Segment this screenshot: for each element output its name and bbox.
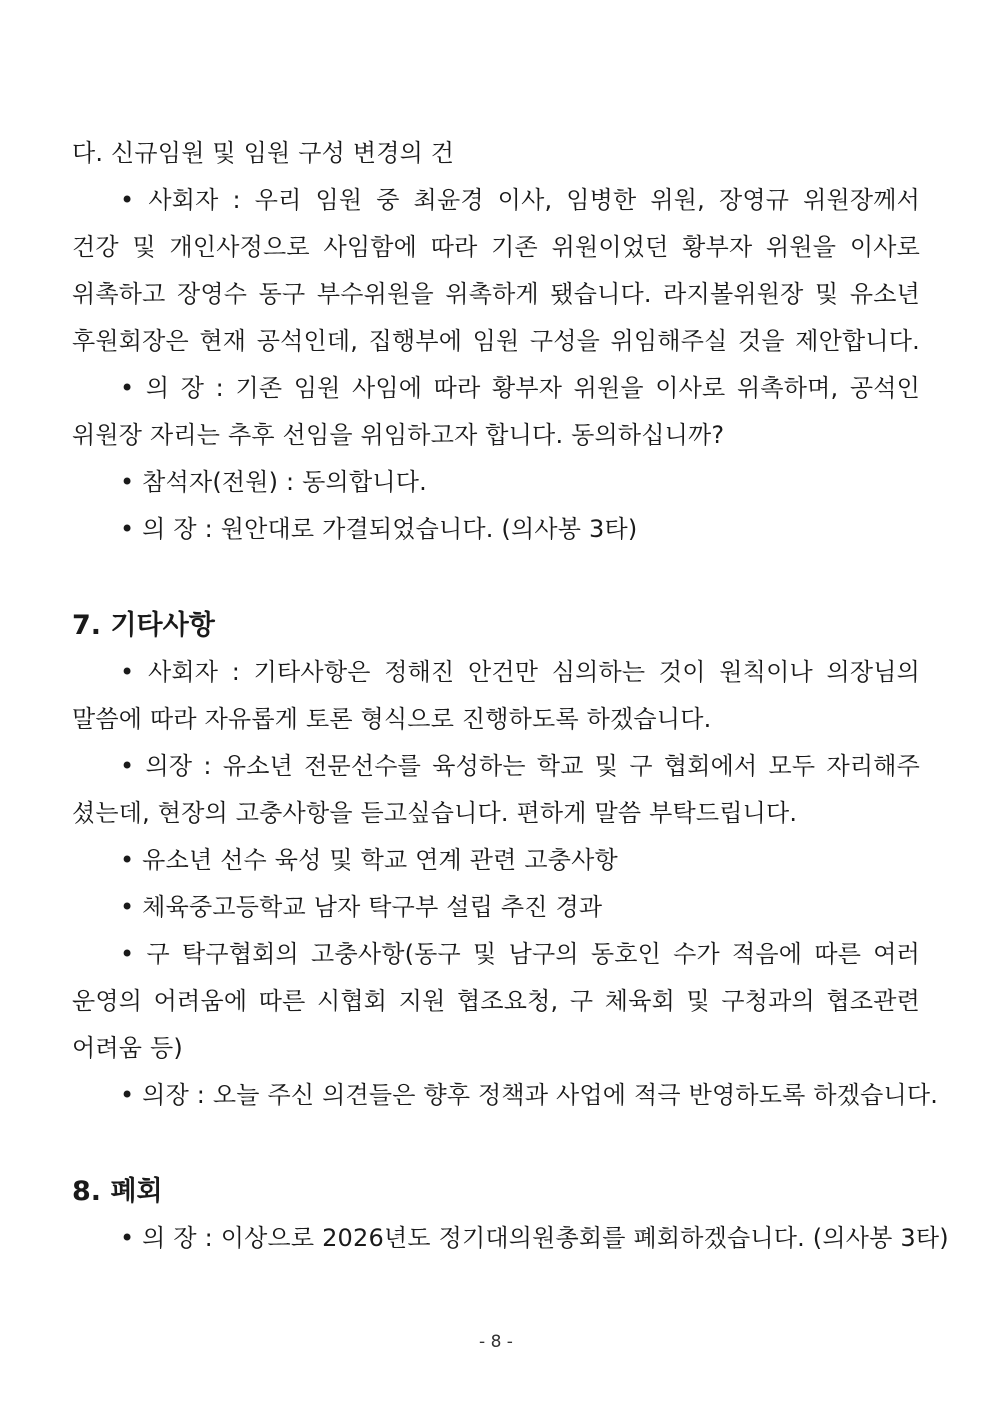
section-spacer [72,1119,920,1168]
section-c-title: 다. 신규임원 및 임원 구성 변경의 건 [72,139,455,167]
paragraph-line: • 의 장 : 이상으로 2026년도 정기대의원총회를 폐회하겠습니다. (의사봉 3타) [120,1224,949,1252]
list-item: • 체육중고등학교 남자 탁구부 설립 추진 경과 [120,893,603,921]
list-item: • 구 탁구협회의 고충사항(동구 및 남구의 동호인 수가 적음에 따른 여러 [120,940,920,968]
paragraph-line: 말씀에 따라 자유롭게 토론 형식으로 진행하도록 하겠습니다. [72,705,712,733]
paragraph-line: • 의 장 : 원안대로 가결되었습니다. (의사봉 3타) [120,515,638,543]
paragraph-line: 건강 및 개인사정으로 사임함에 따라 기존 위원이었던 황부자 위원을 이사로 [72,233,920,261]
paragraph-line: 위원장 자리는 추후 선임을 위임하고자 합니다. 동의하십니까? [72,421,725,449]
paragraph-line: 셨는데, 현장의 고충사항을 듣고싶습니다. 편하게 말씀 부탁드립니다. [72,799,798,827]
paragraph-line: • 의 장 : 기존 임원 사임에 따라 황부자 위원을 이사로 위촉하며, 공석인 [120,374,920,402]
paragraph-line: • 의장 : 오늘 주신 의견들은 향후 정책과 사업에 적극 반영하도록 하겠습니다. [120,1081,939,1109]
paragraph-line: 어려움 등) [72,1034,183,1062]
paragraph-line: • 사회자 : 우리 임원 중 최윤경 이사, 임병한 위원, 장영규 위원장께서 [120,186,920,214]
paragraph-line: 후원회장은 현재 공석인데, 집행부에 임원 구성을 위임해주실 것을 제안합니다. [72,327,920,355]
paragraph-line: • 참석자(전원) : 동의합니다. [120,468,427,496]
document-body [72,130,949,1262]
section-7-heading: 7. 기타사항 [72,610,215,641]
paragraph-line: 운영의 어려움에 따른 시협회 지원 협조요청, 구 체육회 및 구청과의 협조관련 [72,987,920,1015]
section-spacer [72,553,920,602]
list-item: • 유소년 선수 육성 및 학교 연계 관련 고충사항 [120,846,618,874]
paragraph-line: • 의장 : 유소년 전문선수를 육성하는 학교 및 구 협회에서 모두 자리해주 [120,752,920,780]
section-8-heading: 8. 폐회 [72,1176,163,1207]
paragraph-line: • 사회자 : 기타사항은 정해진 안건만 심의하는 것이 원칙이나 의장님의 [120,658,920,686]
page-number: - 8 - [479,1332,513,1352]
paragraph-line: 위촉하고 장영수 동구 부수위원을 위촉하게 됐습니다. 라지볼위원장 및 유소년 [72,280,920,308]
